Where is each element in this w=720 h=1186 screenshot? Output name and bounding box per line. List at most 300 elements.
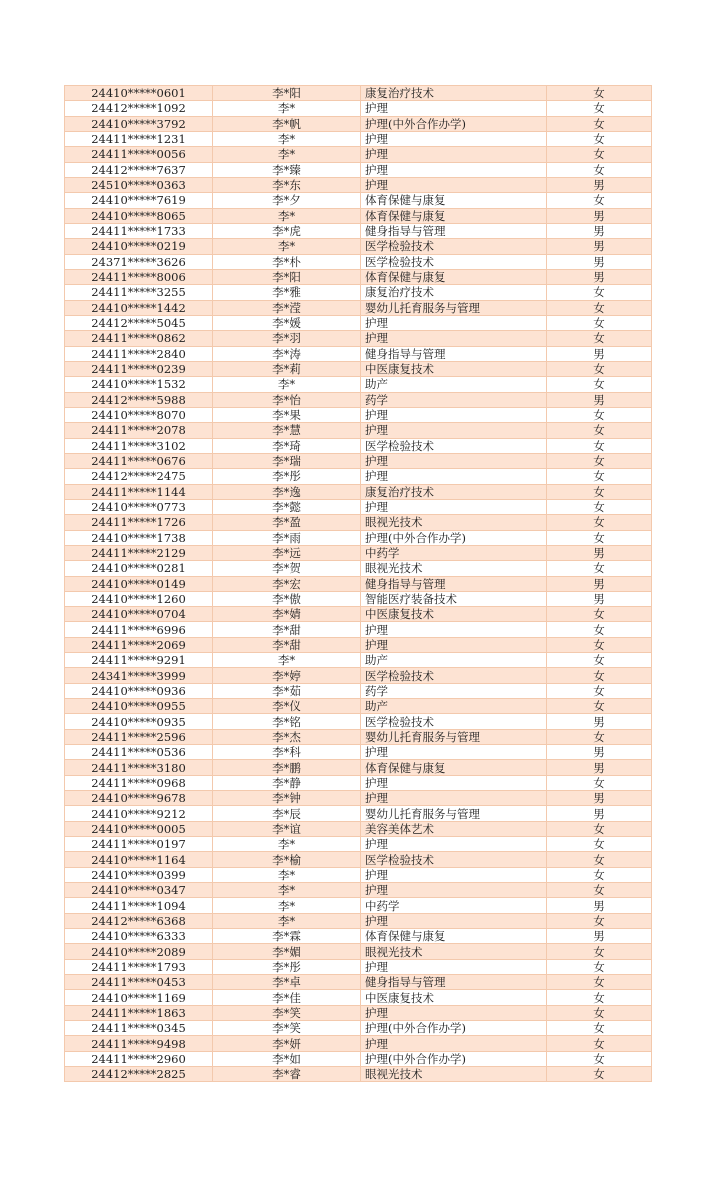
major-cell: 体育保健与康复 (361, 269, 547, 284)
table-row (65, 883, 652, 898)
major-cell: 婴幼儿托育服务与管理 (361, 806, 547, 821)
table-row (65, 959, 652, 974)
student-id-cell: 24411*****0968 (65, 775, 213, 790)
student-id-cell: 24510*****0363 (65, 177, 213, 192)
student-id-cell: 24410*****0936 (65, 683, 213, 698)
gender-cell: 女 (547, 653, 652, 668)
gender-cell: 女 (547, 407, 652, 422)
major-cell: 护理 (361, 131, 547, 146)
student-name-cell: 李*茹 (213, 683, 361, 698)
table-row (65, 193, 652, 208)
student-id-cell: 24411*****0453 (65, 975, 213, 990)
student-name-cell: 李*雨 (213, 530, 361, 545)
student-id-cell: 24412*****5988 (65, 392, 213, 407)
student-name-cell: 李*铭 (213, 714, 361, 729)
major-cell: 中医康复技术 (361, 990, 547, 1005)
gender-cell: 女 (547, 959, 652, 974)
student-id-cell: 24411*****8006 (65, 269, 213, 284)
student-name-cell: 李* (213, 208, 361, 223)
table-row (65, 760, 652, 775)
table-row (65, 469, 652, 484)
student-name-cell: 李*杰 (213, 729, 361, 744)
gender-cell: 女 (547, 852, 652, 867)
gender-cell: 女 (547, 775, 652, 790)
major-cell: 智能医疗装备技术 (361, 591, 547, 606)
student-id-cell: 24411*****2596 (65, 729, 213, 744)
student-name-cell: 李* (213, 883, 361, 898)
table-row (65, 913, 652, 928)
student-id-cell: 24410*****1442 (65, 300, 213, 315)
table-row (65, 377, 652, 392)
table-row (65, 653, 652, 668)
student-id-cell: 24411*****2129 (65, 545, 213, 560)
major-cell: 医学检验技术 (361, 239, 547, 254)
student-id-cell: 24410*****2089 (65, 944, 213, 959)
table-row (65, 1067, 652, 1082)
gender-cell: 男 (547, 208, 652, 223)
student-name-cell: 李*鹏 (213, 760, 361, 775)
student-id-cell: 24410*****8070 (65, 407, 213, 422)
student-list-table (64, 85, 652, 1082)
table-row (65, 745, 652, 760)
gender-cell: 女 (547, 1051, 652, 1066)
major-cell: 健身指导与管理 (361, 346, 547, 361)
student-name-cell: 李*科 (213, 745, 361, 760)
major-cell: 护理 (361, 101, 547, 116)
student-name-cell: 李*彤 (213, 959, 361, 974)
table-row (65, 177, 652, 192)
student-id-cell: 24410*****1169 (65, 990, 213, 1005)
table-row (65, 561, 652, 576)
major-cell: 中药学 (361, 898, 547, 913)
major-cell: 健身指导与管理 (361, 223, 547, 238)
gender-cell: 女 (547, 147, 652, 162)
major-cell: 护理 (361, 622, 547, 637)
student-name-cell: 李*谊 (213, 821, 361, 836)
student-id-cell: 24411*****1793 (65, 959, 213, 974)
table-row (65, 791, 652, 806)
student-id-cell: 24411*****0056 (65, 147, 213, 162)
student-id-cell: 24411*****9498 (65, 1036, 213, 1051)
gender-cell: 女 (547, 683, 652, 698)
student-name-cell: 李*卓 (213, 975, 361, 990)
gender-cell: 女 (547, 484, 652, 499)
gender-cell: 女 (547, 331, 652, 346)
student-id-cell: 24412*****2475 (65, 469, 213, 484)
table-row (65, 867, 652, 882)
gender-cell: 女 (547, 300, 652, 315)
student-id-cell: 24411*****0676 (65, 453, 213, 468)
gender-cell: 女 (547, 530, 652, 545)
gender-cell: 男 (547, 591, 652, 606)
major-cell: 护理 (361, 959, 547, 974)
student-id-cell: 24411*****2840 (65, 346, 213, 361)
gender-cell: 男 (547, 791, 652, 806)
student-id-cell: 24411*****0862 (65, 331, 213, 346)
major-cell: 健身指导与管理 (361, 975, 547, 990)
major-cell: 美容美体艺术 (361, 821, 547, 836)
table-row (65, 837, 652, 852)
major-cell: 护理 (361, 423, 547, 438)
table-row (65, 1005, 652, 1020)
gender-cell: 男 (547, 269, 652, 284)
major-cell: 药学 (361, 683, 547, 698)
major-cell: 中药学 (361, 545, 547, 560)
table-row (65, 637, 652, 652)
gender-cell: 女 (547, 668, 652, 683)
student-id-cell: 24411*****1231 (65, 131, 213, 146)
major-cell: 护理(中外合作办学) (361, 1051, 547, 1066)
table-row (65, 438, 652, 453)
student-id-cell: 24411*****0536 (65, 745, 213, 760)
table-row (65, 729, 652, 744)
student-name-cell: 李*琦 (213, 438, 361, 453)
gender-cell: 男 (547, 545, 652, 560)
gender-cell: 女 (547, 944, 652, 959)
student-name-cell: 李*婧 (213, 607, 361, 622)
table-row (65, 423, 652, 438)
table-row (65, 131, 652, 146)
student-id-cell: 24412*****2825 (65, 1067, 213, 1082)
table-row (65, 208, 652, 223)
major-cell: 中医康复技术 (361, 607, 547, 622)
table-body (65, 86, 652, 1082)
student-id-cell: 24410*****0704 (65, 607, 213, 622)
student-id-cell: 24411*****2960 (65, 1051, 213, 1066)
major-cell: 护理 (361, 453, 547, 468)
student-id-cell: 24410*****0601 (65, 86, 213, 101)
table-row (65, 407, 652, 422)
student-name-cell: 李* (213, 377, 361, 392)
student-id-cell: 24412*****7637 (65, 162, 213, 177)
table-row (65, 162, 652, 177)
gender-cell: 男 (547, 929, 652, 944)
student-name-cell: 李*静 (213, 775, 361, 790)
major-cell: 医学检验技术 (361, 438, 547, 453)
gender-cell: 女 (547, 837, 652, 852)
major-cell: 护理 (361, 469, 547, 484)
major-cell: 护理 (361, 407, 547, 422)
major-cell: 护理(中外合作办学) (361, 116, 547, 131)
student-id-cell: 24411*****3102 (65, 438, 213, 453)
gender-cell: 男 (547, 392, 652, 407)
major-cell: 护理 (361, 147, 547, 162)
student-name-cell: 李*霖 (213, 929, 361, 944)
gender-cell: 女 (547, 975, 652, 990)
student-id-cell: 24410*****1532 (65, 377, 213, 392)
major-cell: 体育保健与康复 (361, 208, 547, 223)
student-id-cell: 24410*****0219 (65, 239, 213, 254)
student-name-cell: 李*仪 (213, 699, 361, 714)
major-cell: 康复治疗技术 (361, 285, 547, 300)
student-id-cell: 24410*****0005 (65, 821, 213, 836)
student-name-cell: 李*榆 (213, 852, 361, 867)
table-row (65, 852, 652, 867)
student-name-cell: 李*帆 (213, 116, 361, 131)
table-row (65, 300, 652, 315)
table-row (65, 101, 652, 116)
table-row (65, 269, 652, 284)
student-name-cell: 李*果 (213, 407, 361, 422)
student-name-cell: 李* (213, 867, 361, 882)
table-row (65, 775, 652, 790)
gender-cell: 女 (547, 377, 652, 392)
student-name-cell: 李*睿 (213, 1067, 361, 1082)
gender-cell: 女 (547, 438, 652, 453)
table-row (65, 239, 652, 254)
student-name-cell: 李*羽 (213, 331, 361, 346)
gender-cell: 女 (547, 499, 652, 514)
major-cell: 护理 (361, 913, 547, 928)
gender-cell: 男 (547, 177, 652, 192)
student-id-cell: 24410*****0935 (65, 714, 213, 729)
student-name-cell: 李*媚 (213, 944, 361, 959)
table-row (65, 944, 652, 959)
table-row (65, 545, 652, 560)
major-cell: 体育保健与康复 (361, 760, 547, 775)
student-name-cell: 李* (213, 837, 361, 852)
student-name-cell: 李*臻 (213, 162, 361, 177)
student-name-cell: 李* (213, 147, 361, 162)
table-row (65, 1051, 652, 1066)
student-id-cell: 24410*****0281 (65, 561, 213, 576)
major-cell: 体育保健与康复 (361, 929, 547, 944)
student-id-cell: 24412*****1092 (65, 101, 213, 116)
student-id-cell: 24411*****1726 (65, 515, 213, 530)
student-id-cell: 24412*****6368 (65, 913, 213, 928)
gender-cell: 女 (547, 162, 652, 177)
student-name-cell: 李*懿 (213, 499, 361, 514)
table-row (65, 86, 652, 101)
major-cell: 婴幼儿托育服务与管理 (361, 729, 547, 744)
student-name-cell: 李*阳 (213, 86, 361, 101)
gender-cell: 男 (547, 223, 652, 238)
gender-cell: 女 (547, 1067, 652, 1082)
gender-cell: 女 (547, 86, 652, 101)
student-name-cell: 李*虎 (213, 223, 361, 238)
student-name-cell: 李*笑 (213, 1005, 361, 1020)
student-name-cell: 李* (213, 101, 361, 116)
gender-cell: 男 (547, 760, 652, 775)
major-cell: 医学检验技术 (361, 668, 547, 683)
student-id-cell: 24411*****9291 (65, 653, 213, 668)
student-name-cell: 李* (213, 131, 361, 146)
student-name-cell: 李*慧 (213, 423, 361, 438)
table-row (65, 499, 652, 514)
major-cell: 婴幼儿托育服务与管理 (361, 300, 547, 315)
gender-cell: 男 (547, 714, 652, 729)
gender-cell: 女 (547, 131, 652, 146)
student-name-cell: 李*贺 (213, 561, 361, 576)
student-id-cell: 24411*****0345 (65, 1021, 213, 1036)
table-row (65, 699, 652, 714)
table-row (65, 361, 652, 376)
table-row (65, 392, 652, 407)
gender-cell: 男 (547, 346, 652, 361)
student-name-cell: 李*涛 (213, 346, 361, 361)
table-row (65, 668, 652, 683)
student-name-cell: 李*佳 (213, 990, 361, 1005)
gender-cell: 女 (547, 315, 652, 330)
gender-cell: 女 (547, 729, 652, 744)
student-name-cell: 李*媛 (213, 315, 361, 330)
table-row (65, 806, 652, 821)
gender-cell: 女 (547, 561, 652, 576)
major-cell: 护理 (361, 791, 547, 806)
student-name-cell: 李*辰 (213, 806, 361, 821)
student-id-cell: 24411*****0239 (65, 361, 213, 376)
gender-cell: 女 (547, 699, 652, 714)
student-name-cell: 李*夕 (213, 193, 361, 208)
gender-cell: 女 (547, 515, 652, 530)
student-id-cell: 24411*****2069 (65, 637, 213, 652)
student-name-cell: 李*朴 (213, 254, 361, 269)
table-row (65, 530, 652, 545)
student-name-cell: 李*怡 (213, 392, 361, 407)
table-row (65, 285, 652, 300)
student-id-cell: 24410*****8065 (65, 208, 213, 223)
student-id-cell: 24410*****9212 (65, 806, 213, 821)
major-cell: 护理 (361, 745, 547, 760)
table-row (65, 1021, 652, 1036)
gender-cell: 女 (547, 361, 652, 376)
table-row (65, 315, 652, 330)
student-id-cell: 24411*****6996 (65, 622, 213, 637)
gender-cell: 女 (547, 821, 652, 836)
gender-cell: 男 (547, 898, 652, 913)
major-cell: 护理 (361, 1036, 547, 1051)
student-id-cell: 24410*****0149 (65, 576, 213, 591)
student-name-cell: 李* (213, 913, 361, 928)
table-row (65, 223, 652, 238)
gender-cell: 男 (547, 745, 652, 760)
major-cell: 护理 (361, 499, 547, 514)
student-name-cell: 李*婷 (213, 668, 361, 683)
major-cell: 护理 (361, 837, 547, 852)
gender-cell: 男 (547, 576, 652, 591)
major-cell: 助产 (361, 699, 547, 714)
student-id-cell: 24411*****1094 (65, 898, 213, 913)
major-cell: 医学检验技术 (361, 714, 547, 729)
major-cell: 眼视光技术 (361, 1067, 547, 1082)
table-row (65, 622, 652, 637)
gender-cell: 女 (547, 285, 652, 300)
table-row (65, 515, 652, 530)
student-name-cell: 李* (213, 239, 361, 254)
gender-cell: 女 (547, 883, 652, 898)
student-name-cell: 李* (213, 898, 361, 913)
gender-cell: 女 (547, 469, 652, 484)
student-id-cell: 24410*****7619 (65, 193, 213, 208)
table-row (65, 346, 652, 361)
major-cell: 康复治疗技术 (361, 86, 547, 101)
student-name-cell: 李*盈 (213, 515, 361, 530)
major-cell: 护理 (361, 162, 547, 177)
student-name-cell: 李*甜 (213, 637, 361, 652)
table-row (65, 607, 652, 622)
student-id-cell: 24411*****3255 (65, 285, 213, 300)
major-cell: 医学检验技术 (361, 254, 547, 269)
table-row (65, 147, 652, 162)
gender-cell: 女 (547, 453, 652, 468)
gender-cell: 女 (547, 423, 652, 438)
gender-cell: 男 (547, 239, 652, 254)
major-cell: 护理 (361, 315, 547, 330)
student-id-cell: 24410*****0399 (65, 867, 213, 882)
student-id-cell: 24410*****1260 (65, 591, 213, 606)
major-cell: 护理 (361, 1005, 547, 1020)
student-id-cell: 24410*****0773 (65, 499, 213, 514)
student-name-cell: 李*滢 (213, 300, 361, 315)
student-id-cell: 24411*****1144 (65, 484, 213, 499)
major-cell: 护理 (361, 775, 547, 790)
major-cell: 药学 (361, 392, 547, 407)
student-id-cell: 24341*****3999 (65, 668, 213, 683)
table-row (65, 116, 652, 131)
student-name-cell: 李*钟 (213, 791, 361, 806)
table-row (65, 484, 652, 499)
major-cell: 护理(中外合作办学) (361, 530, 547, 545)
student-name-cell: 李*雅 (213, 285, 361, 300)
major-cell: 护理(中外合作办学) (361, 1021, 547, 1036)
student-id-cell: 24411*****3180 (65, 760, 213, 775)
table-row (65, 331, 652, 346)
student-name-cell: 李*傲 (213, 591, 361, 606)
student-id-cell: 24411*****1863 (65, 1005, 213, 1020)
major-cell: 护理 (361, 637, 547, 652)
student-name-cell: 李*如 (213, 1051, 361, 1066)
major-cell: 护理 (361, 883, 547, 898)
student-id-cell: 24411*****2078 (65, 423, 213, 438)
gender-cell: 女 (547, 867, 652, 882)
table-row (65, 898, 652, 913)
table-row (65, 990, 652, 1005)
table-row (65, 975, 652, 990)
gender-cell: 女 (547, 607, 652, 622)
table-row (65, 591, 652, 606)
gender-cell: 男 (547, 806, 652, 821)
student-name-cell: 李*甜 (213, 622, 361, 637)
major-cell: 眼视光技术 (361, 515, 547, 530)
student-id-cell: 24410*****3792 (65, 116, 213, 131)
student-id-cell: 24410*****6333 (65, 929, 213, 944)
major-cell: 眼视光技术 (361, 944, 547, 959)
table-row (65, 453, 652, 468)
student-name-cell: 李*阳 (213, 269, 361, 284)
table-row (65, 683, 652, 698)
major-cell: 护理 (361, 331, 547, 346)
major-cell: 康复治疗技术 (361, 484, 547, 499)
student-id-cell: 24412*****5045 (65, 315, 213, 330)
student-name-cell: 李*妍 (213, 1036, 361, 1051)
table-row (65, 254, 652, 269)
student-id-cell: 24411*****1733 (65, 223, 213, 238)
major-cell: 眼视光技术 (361, 561, 547, 576)
table-row (65, 821, 652, 836)
student-id-cell: 24410*****1738 (65, 530, 213, 545)
gender-cell: 女 (547, 990, 652, 1005)
student-name-cell: 李*逸 (213, 484, 361, 499)
student-name-cell: 李*彤 (213, 469, 361, 484)
gender-cell: 女 (547, 116, 652, 131)
major-cell: 健身指导与管理 (361, 576, 547, 591)
gender-cell: 女 (547, 1036, 652, 1051)
table-row (65, 1036, 652, 1051)
student-name-cell: 李*瑞 (213, 453, 361, 468)
gender-cell: 男 (547, 254, 652, 269)
student-id-cell: 24410*****0347 (65, 883, 213, 898)
student-name-cell: 李* (213, 653, 361, 668)
